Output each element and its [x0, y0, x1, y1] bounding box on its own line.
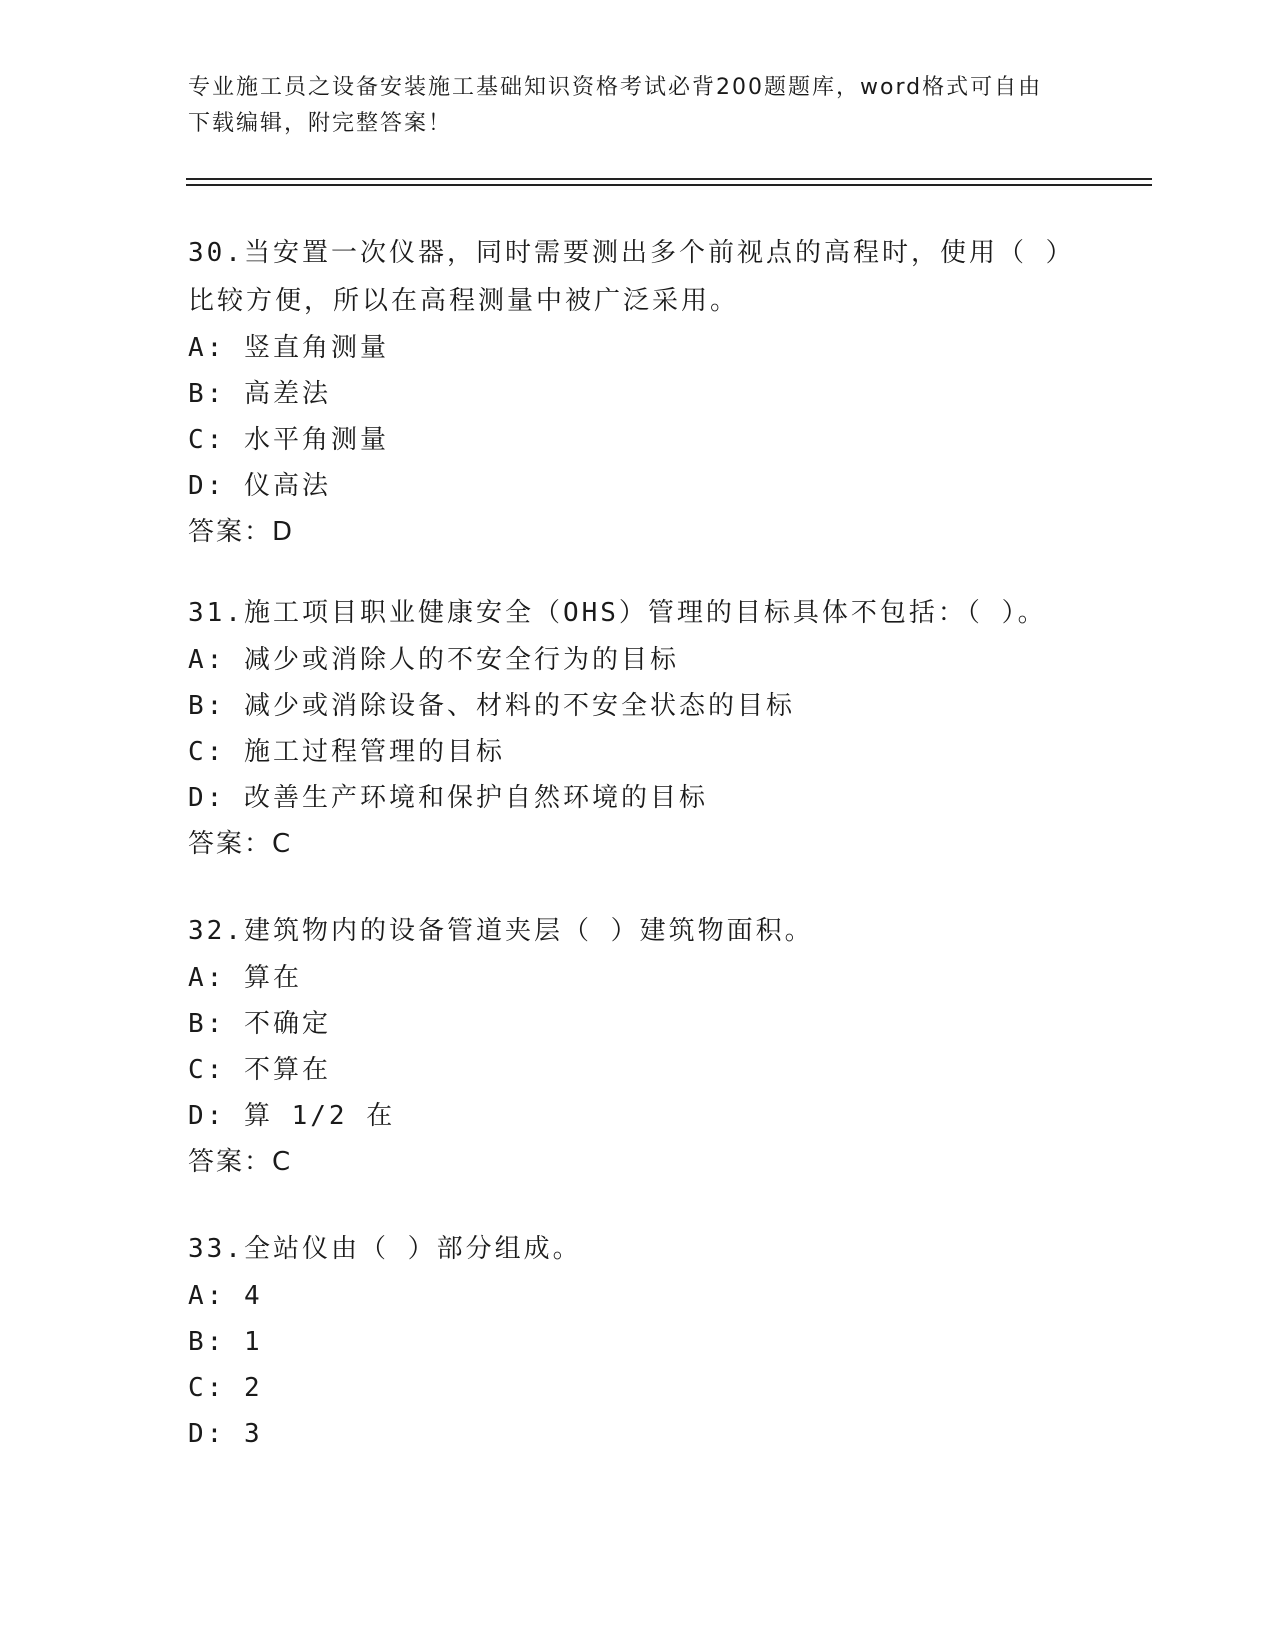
option-a: A: 减少或消除人的不安全行为的目标 — [188, 645, 679, 675]
option-d: D: 仪高法 — [188, 471, 331, 501]
option-b: B: 减少或消除设备、材料的不安全状态的目标 — [188, 691, 795, 721]
option-a: A: 4 — [188, 1281, 263, 1311]
question-30 — [188, 229, 1088, 555]
question-stem: 32.建筑物内的设备管道夹层（ ）建筑物面积。 — [188, 916, 814, 946]
header-divider-bottom — [186, 184, 1152, 186]
question-stem: 30.当安置一次仪器，同时需要测出多个前视点的高程时，使用（ ）比较方便，所以在高程测量中被广泛采用。 — [188, 238, 1075, 316]
question-31 — [188, 589, 1088, 867]
answer: 答案：C — [188, 829, 293, 859]
option-a: A: 竖直角测量 — [188, 333, 389, 363]
header-line-2: 下载编辑，附完整答案！ — [188, 111, 453, 136]
option-c: C: 不算在 — [188, 1055, 331, 1085]
option-b: B: 不确定 — [188, 1009, 331, 1039]
answer: 答案：C — [188, 1147, 293, 1177]
document-header — [188, 70, 1088, 142]
option-b: B: 高差法 — [188, 379, 331, 409]
header-line-1: 专业施工员之设备安装施工基础知识资格考试必背200题题库，word格式可自由 — [188, 75, 1043, 100]
option-c: C: 施工过程管理的目标 — [188, 737, 505, 767]
option-d: D: 算 1/2 在 — [188, 1101, 396, 1131]
option-c: C: 2 — [188, 1373, 263, 1403]
question-stem: 33.全站仪由（ ）部分组成。 — [188, 1234, 582, 1264]
answer: 答案：D — [188, 517, 295, 547]
option-d: D: 改善生产环境和保护自然环境的目标 — [188, 783, 708, 813]
question-33 — [188, 1225, 1088, 1457]
header-divider-top — [186, 178, 1152, 180]
question-32 — [188, 907, 1088, 1185]
option-d: D: 3 — [188, 1419, 263, 1449]
option-b: B: 1 — [188, 1327, 263, 1357]
question-stem: 31.施工项目职业健康安全（OHS）管理的目标具体不包括：（ ）。 — [188, 598, 1047, 628]
option-a: A: 算在 — [188, 963, 302, 993]
option-c: C: 水平角测量 — [188, 425, 389, 455]
